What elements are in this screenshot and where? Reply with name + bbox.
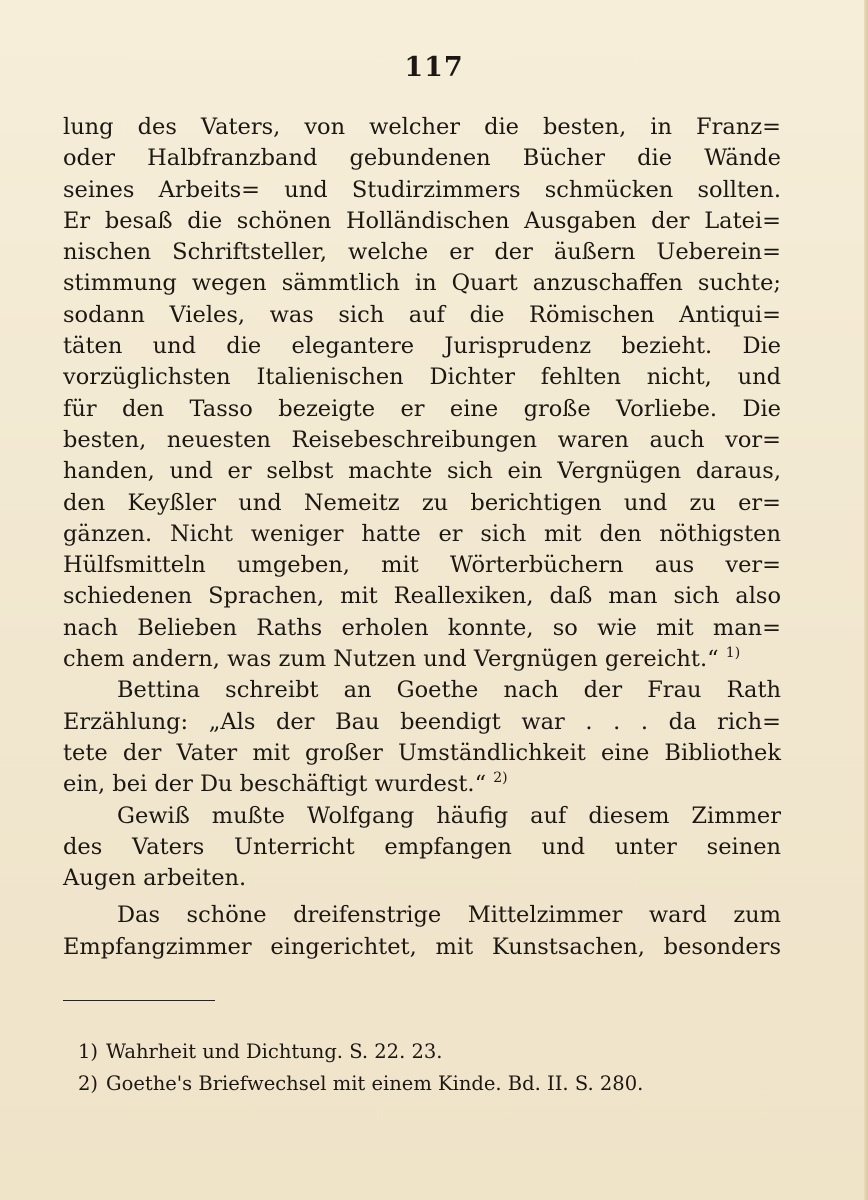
text-line: für den Tasso bezeigte er eine große Vorliebe. Die	[63, 395, 781, 422]
text-line: des Vaters Unterricht empfangen und unter seinen	[63, 833, 781, 860]
footnote-ref: 2)	[493, 770, 508, 787]
text-line: täten und die elegantere Jurisprudenz bezieht. Die	[63, 333, 781, 360]
text-line: den Keyßler und Nemeitz zu berichtigen und zu er=	[63, 489, 781, 516]
text-line: besten, neuesten Reisebeschreibungen waren auch vor=	[63, 426, 781, 453]
footnote	[78, 1036, 778, 1068]
text-line: seines Arbeits= und Studirzimmers schmücken sollten.	[63, 176, 781, 203]
text-line: nischen Schriftsteller, welche er der äußern Ueberein=	[63, 239, 781, 266]
footnotes	[78, 1036, 778, 1100]
text-line: Das schöne dreifenstrige Mittelzimmer ward zum	[117, 902, 781, 929]
text-line: sodann Vieles, was sich auf die Römischen Antiqui=	[63, 301, 781, 328]
text-line: lung des Vaters, von welcher die besten, in Franz=	[63, 114, 781, 140]
footnote-divider	[63, 1000, 215, 1001]
footnote-mark: 2)	[78, 1072, 99, 1095]
text-line: nach Belieben Raths erholen konnte, so wie mit man=	[63, 614, 781, 641]
text-line: vorzüglichsten Italienischen Dichter fehlten nicht, und	[63, 364, 781, 391]
text-line: Er besaß die schönen Holländischen Ausgaben der Latei=	[63, 207, 781, 234]
text-line: schiedenen Sprachen, mit Reallexiken, daß man sich also	[63, 583, 781, 610]
text-line: Bettina schreibt an Goethe nach der Frau Rath	[117, 677, 781, 704]
text-line: gänzen. Nicht weniger hatte er sich mit den nöthigsten	[63, 520, 781, 547]
footnote-text: Wahrheit und Dichtung. S. 22. 23.	[106, 1040, 443, 1063]
text-line: handen, und er selbst machte sich ein Vergnügen daraus,	[63, 458, 781, 485]
footnote-text: Goethe's Briefwechsel mit einem Kinde. Bd. II. S. 280.	[106, 1072, 644, 1095]
text-line: Erzählung: „Als der Bau beendigt war . . . da rich=	[63, 708, 781, 735]
footnote-ref: 1)	[725, 645, 741, 662]
text-line: tete der Vater mit großer Umständlichkeit eine Bibliothek	[63, 739, 781, 766]
footnote-mark: 1)	[78, 1040, 99, 1063]
text-line	[63, 644, 781, 675]
text-line: Empfangzimmer eingerichtet, mit Kunstsachen, besonders	[63, 933, 781, 960]
text-line: Gewiß mußte Wolfgang häufig auf diesem Zimmer	[117, 802, 781, 829]
text-line: oder Halbfranzband gebundenen Bücher die Wände	[63, 145, 781, 172]
body-text	[63, 112, 781, 963]
text-line: Augen arbeiten.	[63, 865, 247, 892]
page-edge	[864, 0, 868, 1200]
text-line: stimmung wegen sämmtlich in Quart anzuschaffen suchte;	[63, 270, 781, 297]
text-line	[63, 769, 781, 800]
text-line-content: chem andern, was zum Nutzen und Vergnügen gereicht.“	[63, 646, 719, 673]
footnote	[78, 1068, 778, 1100]
text-line: Hülfsmitteln umgeben, mit Wörterbüchern aus ver=	[63, 552, 781, 579]
text-line-content: ein, bei der Du beschäftigt wurdest.“	[63, 771, 487, 798]
page-number: 117	[404, 52, 464, 83]
